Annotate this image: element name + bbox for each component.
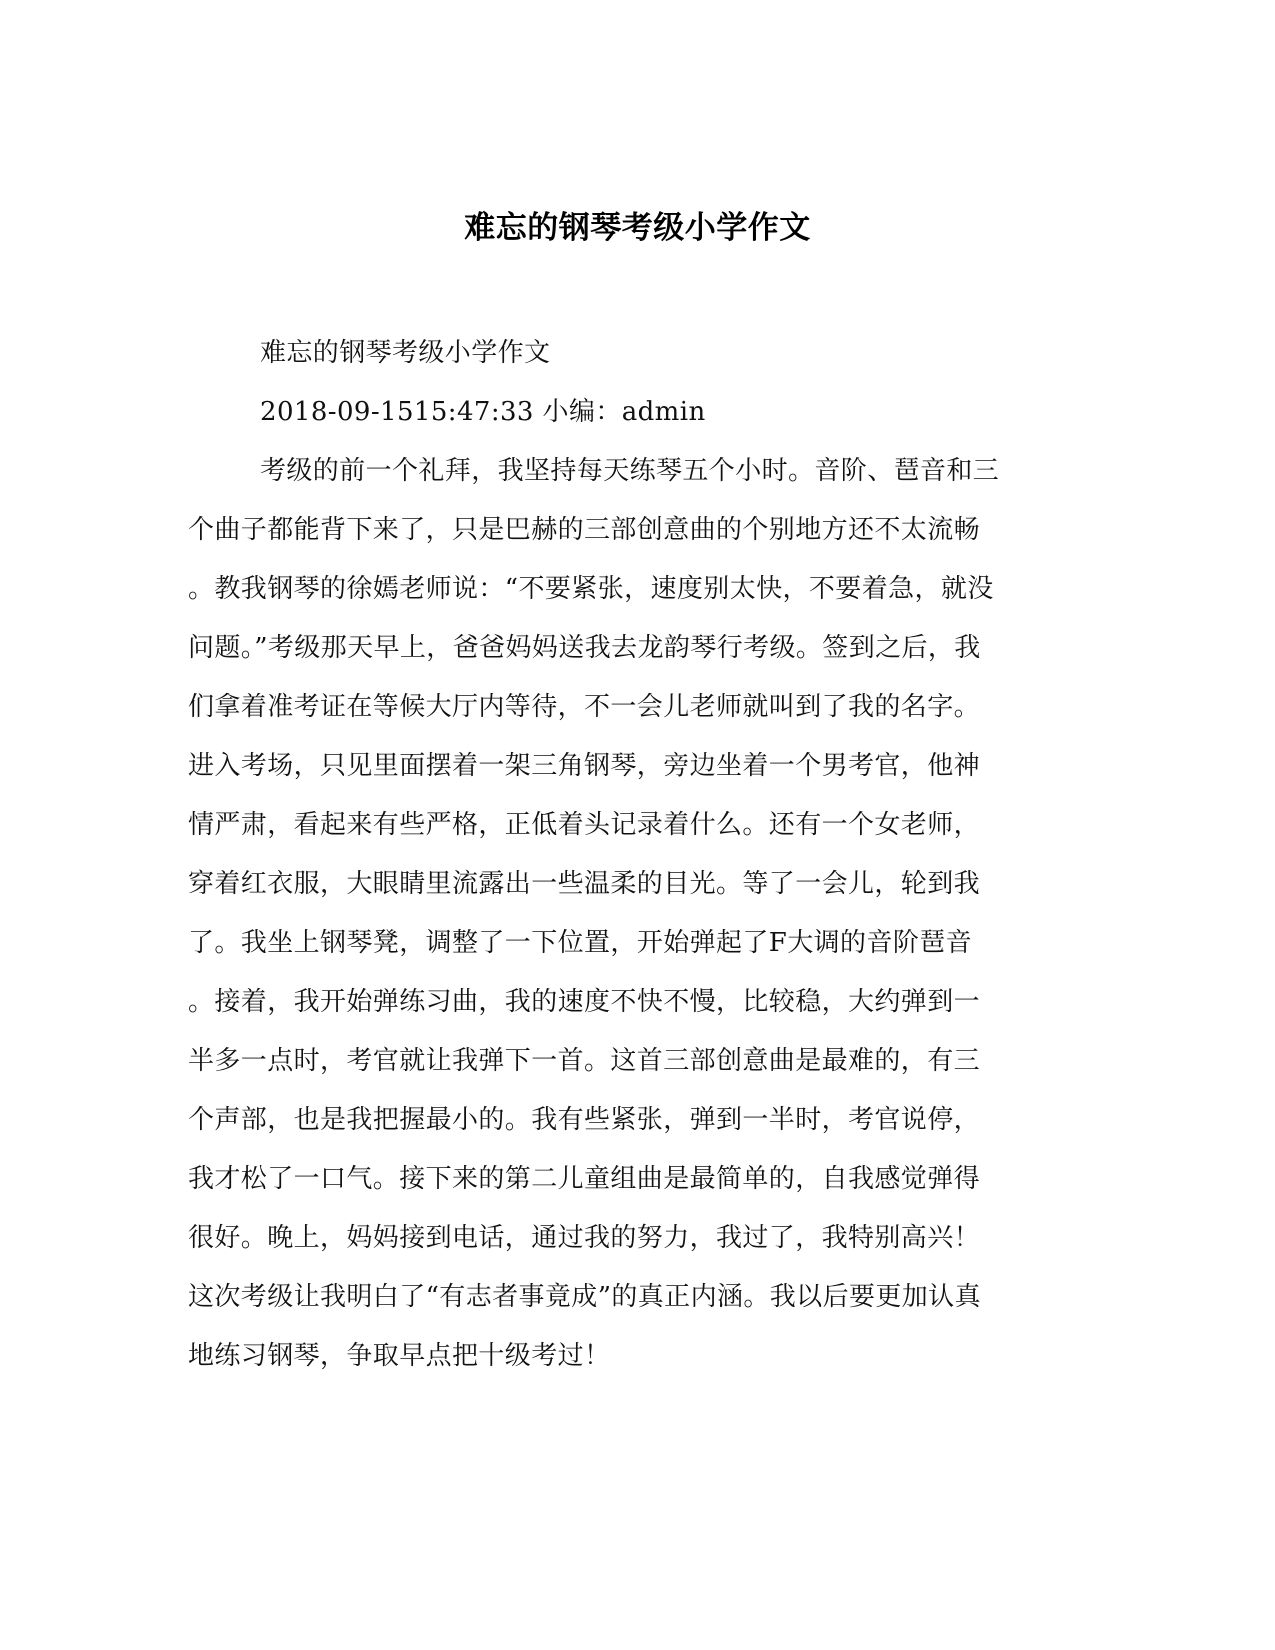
body-line: 问题。”考级那天早上，爸爸妈妈送我去龙韵琴行考级。签到之后，我 xyxy=(188,633,981,663)
body-line: 情严肃，看起来有些严格，正低着头记录着什么。还有一个女老师， xyxy=(188,810,981,840)
meta-line: 2018-09-1515:47:33 小编：admin xyxy=(260,397,706,427)
body-line: 考级的前一个礼拜，我坚持每天练琴五个小时。音阶、琶音和三 xyxy=(260,456,1000,486)
body-line: 地练习钢琴，争取早点把十级考过！ xyxy=(188,1341,611,1371)
body-line: 半多一点时，考官就让我弹下一首。这首三部创意曲是最难的，有三 xyxy=(188,1046,981,1076)
body-line: 们拿着准考证在等候大厅内等待，不一会儿老师就叫到了我的名字。 xyxy=(188,692,981,722)
subtitle-line: 难忘的钢琴考级小学作文 xyxy=(260,338,551,368)
body-line: 个声部，也是我把握最小的。我有些紧张，弹到一半时，考官说停， xyxy=(188,1105,981,1135)
body-line: 个曲子都能背下来了，只是巴赫的三部创意曲的个别地方还不太流畅 xyxy=(188,515,981,545)
body-line: 。接着，我开始弹练习曲，我的速度不快不慢，比较稳，大约弹到一 xyxy=(188,987,981,1017)
document-body xyxy=(188,324,1068,1386)
body-line: 进入考场，只见里面摆着一架三角钢琴，旁边坐着一个男考官，他神 xyxy=(188,751,981,781)
document-title: 难忘的钢琴考级小学作文 xyxy=(464,210,811,246)
body-line: 我才松了一口气。接下来的第二儿童组曲是最简单的，自我感觉弹得 xyxy=(188,1164,981,1194)
body-line: 这次考级让我明白了“有志者事竟成”的真正内涵。我以后要更加认真 xyxy=(188,1282,981,1312)
body-line: 很好。晚上，妈妈接到电话，通过我的努力，我过了，我特别高兴！ xyxy=(188,1223,981,1253)
body-line: 穿着红衣服，大眼睛里流露出一些温柔的目光。等了一会儿，轮到我 xyxy=(188,869,981,899)
body-line: 。教我钢琴的徐嫣老师说：“不要紧张，速度别太快，不要着急，就没 xyxy=(188,574,994,604)
body-line: 了。我坐上钢琴凳，调整了一下位置，开始弹起了F大调的音阶琶音 xyxy=(188,928,973,958)
